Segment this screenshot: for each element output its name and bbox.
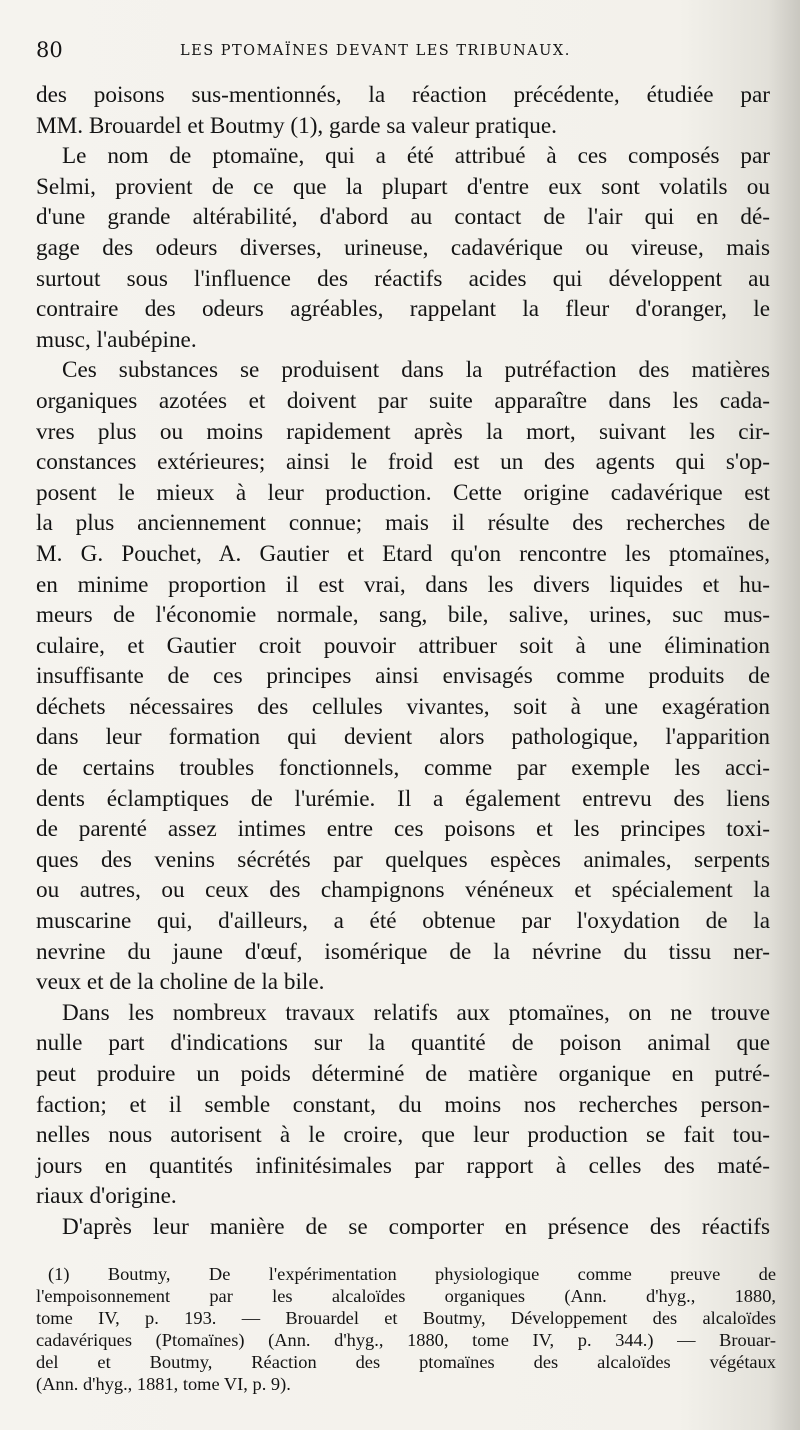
text-line: gage des odeurs diverses, urineuse, cadavérique ou vireuse, mais <box>36 234 770 261</box>
text-line: nulle part d'indications sur la quantité de poison animal que <box>36 1030 770 1057</box>
text-line: meurs de l'économie normale, sang, bile, salive, urines, suc mus- <box>36 602 770 629</box>
footnote-line: tome IV, p. 193. — Brouardel et Boutmy, Développement des alcaloïdes <box>36 1308 776 1328</box>
text-line: riaux d'origine. <box>36 1183 177 1210</box>
text-line: Selmi, provient de ce que la plupart d'entre eux sont volatils ou <box>36 173 770 200</box>
running-title: LES PTOMAÏNES DEVANT LES TRIBUNAUX. <box>180 43 571 59</box>
text-line: déchets nécessaires des cellules vivantes, soit à une exagération <box>36 693 770 720</box>
text-line: MM. Brouardel et Boutmy (1), garde sa valeur pratique. <box>36 112 557 139</box>
text-line: ques des venins sécrétés par quelques espèces animales, serpents <box>36 846 770 873</box>
paragraph-start-line: Ces substances se produisent dans la putréfaction des matières <box>62 357 770 384</box>
footnote-line: cadavériques (Ptomaïnes) (Ann. d'hyg., 1880, tome IV, p. 344.) — Brouar- <box>36 1330 776 1350</box>
footnote-line: l'empoisonnement par les alcaloïdes organiques (Ann. d'hyg., 1880, <box>36 1286 776 1306</box>
page-header <box>36 38 770 68</box>
footnote-line: (Ann. d'hyg., 1881, tome VI, p. 9). <box>36 1374 291 1394</box>
text-line: des poisons sus-mentionnés, la réaction précédente, étudiée par <box>36 82 770 108</box>
text-line: insuffisante de ces principes ainsi envisagés comme produits de <box>36 663 770 690</box>
text-line: jours en quantités infinitésimales par rapport à celles des maté- <box>36 1152 770 1179</box>
text-line: peut produire un poids déterminé de matière organique en putré- <box>36 1061 770 1087</box>
footnote-line: del et Boutmy, Réaction des ptomaïnes des alcaloïdes végétaux <box>36 1352 776 1372</box>
text-line: surtout sous l'influence des réactifs acides qui développent au <box>36 265 770 292</box>
text-line: nelles nous autorisent à le croire, que leur production se fait tou- <box>36 1122 770 1149</box>
footnote-line: (1) Boutmy, De l'expérimentation physiologique comme preuve de <box>48 1264 776 1284</box>
footnotes <box>36 1263 776 1395</box>
paragraph-start-line: Dans les nombreux travaux relatifs aux ptomaïnes, on ne trouve <box>62 999 770 1026</box>
text-line: nevrine du jaune d'œuf, isomérique de la névrine du tissu ner- <box>36 938 770 965</box>
body-text <box>36 80 770 1243</box>
text-line: en minime proportion il est vrai, dans les divers liquides et hu- <box>36 571 770 598</box>
text-line: muscarine qui, d'ailleurs, a été obtenue par l'oxydation de la <box>36 908 770 935</box>
text-line: veux et de la choline de la bile. <box>36 969 325 996</box>
text-line: faction; et il semble constant, du moins nos recherches person- <box>36 1091 770 1118</box>
text-line: dents éclamptiques de l'urémie. Il a également entrevu des liens <box>36 785 770 812</box>
text-line: constances extérieures; ainsi le froid est un des agents qui s'op- <box>36 449 770 476</box>
text-line: vres plus ou moins rapidement après la mort, suivant les cir- <box>36 418 770 445</box>
text-line: culaire, et Gautier croit pouvoir attribuer soit à une élimination <box>36 632 770 659</box>
text-line: M. G. Pouchet, A. Gautier et Etard qu'on rencontre les ptomaïnes, <box>36 540 770 567</box>
text-line: posent le mieux à leur production. Cette origine cadavérique est <box>36 479 770 506</box>
text-line: de certains troubles fonctionnels, comme par exemple les acci- <box>36 755 770 782</box>
paragraph-start-line: Le nom de ptomaïne, qui a été attribué à ces composés par <box>62 143 770 170</box>
text-line: d'une grande altérabilité, d'abord au contact de l'air qui en dé- <box>36 204 770 231</box>
text-line: ou autres, ou ceux des champignons vénéneux et spécialement la <box>36 877 770 904</box>
page-number: 80 <box>36 38 63 62</box>
text-line: organiques azotées et doivent par suite apparaître dans les cada- <box>36 387 770 414</box>
text-line: la plus anciennement connue; mais il résulte des recherches de <box>36 510 770 537</box>
text-line: dans leur formation qui devient alors pathologique, l'apparition <box>36 724 770 751</box>
text-line: de parenté assez intimes entre ces poisons et les principes toxi- <box>36 816 770 843</box>
text-line: musc, l'aubépine. <box>36 326 197 353</box>
paragraph-start-line: D'après leur manière de se comporter en présence des réactifs <box>62 1213 770 1240</box>
text-line: contraire des odeurs agréables, rappelant la fleur d'oranger, le <box>36 296 770 323</box>
